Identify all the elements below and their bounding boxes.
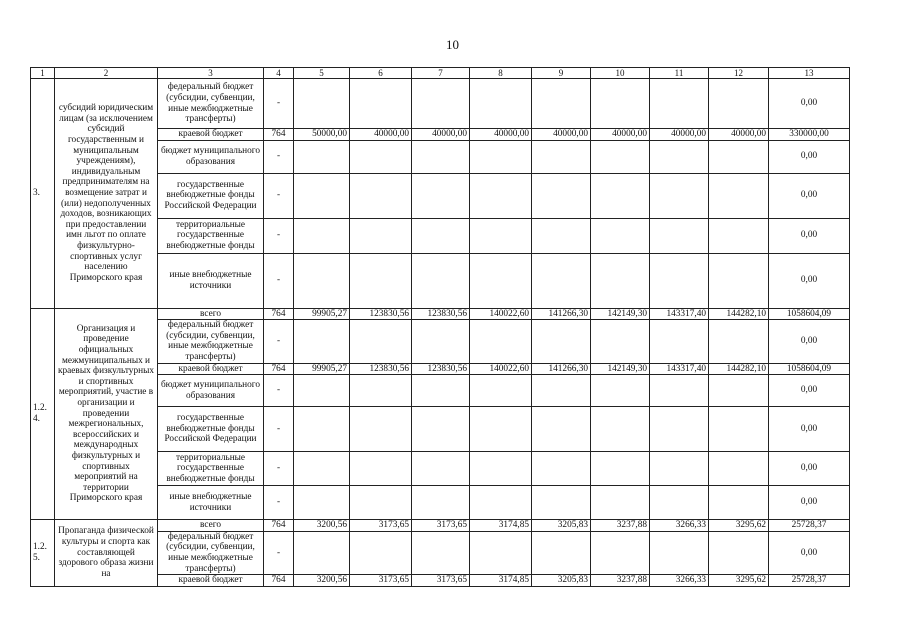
year-value xyxy=(350,486,412,520)
activity-description: Организация и проведение официальных межмуниципальных и краевых физкультурных и спортивных мероприятий, участие в организации и проведении межрегиональных, всероссийских и международных физкультурных и спортивных мероприятий на территории Приморского края xyxy=(55,308,158,520)
budget-code: 764 xyxy=(264,575,294,587)
year-value: 3266,33 xyxy=(650,520,709,532)
year-value xyxy=(470,486,532,520)
funding-source: федеральный бюджет (субсидии, субвенции, иные межбюджетные трансферты) xyxy=(158,320,264,363)
year-value xyxy=(532,253,591,308)
year-value xyxy=(591,253,650,308)
budget-code: - xyxy=(264,452,294,486)
year-value: 143317,40 xyxy=(650,363,709,375)
year-value xyxy=(650,531,709,574)
year-value xyxy=(532,375,591,407)
year-value: 40000,00 xyxy=(350,129,412,141)
funding-source: федеральный бюджет (субсидии, субвенции, иные межбюджетные трансферты) xyxy=(158,79,264,129)
year-value xyxy=(470,140,532,173)
year-value xyxy=(470,320,532,363)
year-value xyxy=(350,140,412,173)
activity-description: субсидий юридическим лицам (за исключением субсидий государственным и муниципальным учреждениям), индивидуальным предпринимателям на возмещение затрат и (или) недополученных доходов, возникающих при предоставлении имн льгот по оплате физкультурно-спортивных услуг населению Приморского края xyxy=(55,79,158,309)
year-value: 40000,00 xyxy=(709,129,769,141)
year-value xyxy=(591,375,650,407)
total-value: 0,00 xyxy=(769,218,850,253)
funding-source: всего xyxy=(158,308,264,320)
year-value: 3173,65 xyxy=(412,520,470,532)
year-value: 3205,83 xyxy=(532,520,591,532)
year-value: 143317,40 xyxy=(650,308,709,320)
year-value xyxy=(412,218,470,253)
year-value xyxy=(294,531,350,574)
year-value xyxy=(294,375,350,407)
header-cell: 5 xyxy=(294,68,350,79)
year-value: 123830,56 xyxy=(350,363,412,375)
row-number: 3. xyxy=(31,79,55,309)
year-value xyxy=(350,407,412,452)
year-value: 40000,00 xyxy=(470,129,532,141)
year-value xyxy=(532,320,591,363)
total-value: 0,00 xyxy=(769,407,850,452)
year-value xyxy=(709,218,769,253)
year-value xyxy=(650,407,709,452)
year-value xyxy=(470,452,532,486)
budget-code: - xyxy=(264,531,294,574)
year-value xyxy=(532,407,591,452)
page-number: 10 xyxy=(446,37,459,52)
year-value xyxy=(294,320,350,363)
row-number: 1.2. 5. xyxy=(31,520,55,587)
total-value: 0,00 xyxy=(769,79,850,129)
year-value xyxy=(532,140,591,173)
year-value xyxy=(591,407,650,452)
year-value xyxy=(709,140,769,173)
header-cell: 3 xyxy=(158,68,264,79)
year-value xyxy=(294,79,350,129)
budget-code: 764 xyxy=(264,129,294,141)
header-row xyxy=(31,68,850,79)
year-value: 3205,83 xyxy=(532,575,591,587)
year-value xyxy=(709,79,769,129)
header-cell: 2 xyxy=(55,68,158,79)
year-value xyxy=(412,375,470,407)
year-value: 3173,65 xyxy=(350,520,412,532)
total-value: 1058604,09 xyxy=(769,308,850,320)
year-value: 144282,10 xyxy=(709,308,769,320)
header-cell: 1 xyxy=(31,68,55,79)
table-row xyxy=(31,520,850,532)
year-value xyxy=(412,407,470,452)
funding-source: иные внебюджетные источники xyxy=(158,253,264,308)
funding-source: бюджет муниципального образования xyxy=(158,140,264,173)
header-cell: 7 xyxy=(412,68,470,79)
total-value: 25728,37 xyxy=(769,575,850,587)
budget-code: - xyxy=(264,218,294,253)
year-value xyxy=(470,375,532,407)
year-value xyxy=(412,140,470,173)
year-value xyxy=(650,452,709,486)
funding-source: краевой бюджет xyxy=(158,575,264,587)
funding-source: территориальные государственные внебюджетные фонды xyxy=(158,218,264,253)
year-value xyxy=(591,486,650,520)
year-value xyxy=(709,407,769,452)
year-value xyxy=(470,173,532,218)
year-value: 3174,85 xyxy=(470,575,532,587)
table-row xyxy=(31,79,850,129)
year-value xyxy=(709,253,769,308)
year-value xyxy=(412,452,470,486)
year-value xyxy=(294,173,350,218)
year-value xyxy=(709,375,769,407)
year-value xyxy=(470,531,532,574)
year-value xyxy=(591,79,650,129)
year-value: 3200,56 xyxy=(294,520,350,532)
header-cell: 6 xyxy=(350,68,412,79)
year-value: 3173,65 xyxy=(412,575,470,587)
budget-code: - xyxy=(264,375,294,407)
year-value xyxy=(591,320,650,363)
year-value: 50000,00 xyxy=(294,129,350,141)
year-value xyxy=(412,486,470,520)
row-number: 1.2. 4. xyxy=(31,308,55,520)
year-value: 3200,56 xyxy=(294,575,350,587)
year-value: 99905,27 xyxy=(294,363,350,375)
year-value: 3237,88 xyxy=(591,575,650,587)
year-value: 40000,00 xyxy=(532,129,591,141)
year-value xyxy=(591,531,650,574)
year-value xyxy=(532,452,591,486)
funding-source: краевой бюджет xyxy=(158,363,264,375)
header-cell: 8 xyxy=(470,68,532,79)
year-value: 140022,60 xyxy=(470,308,532,320)
year-value xyxy=(294,407,350,452)
budget-code: - xyxy=(264,253,294,308)
total-value: 0,00 xyxy=(769,320,850,363)
funding-source: территориальные государственные внебюджетные фонды xyxy=(158,452,264,486)
year-value xyxy=(412,320,470,363)
year-value xyxy=(709,452,769,486)
year-value xyxy=(650,140,709,173)
year-value xyxy=(350,218,412,253)
total-value: 0,00 xyxy=(769,375,850,407)
year-value: 141266,30 xyxy=(532,308,591,320)
year-value xyxy=(532,173,591,218)
year-value: 141266,30 xyxy=(532,363,591,375)
year-value xyxy=(350,452,412,486)
header-cell: 10 xyxy=(591,68,650,79)
year-value xyxy=(350,173,412,218)
year-value: 3173,65 xyxy=(350,575,412,587)
year-value: 123830,56 xyxy=(350,308,412,320)
total-value: 0,00 xyxy=(769,486,850,520)
year-value xyxy=(470,253,532,308)
year-value xyxy=(591,173,650,218)
year-value: 3174,85 xyxy=(470,520,532,532)
year-value: 40000,00 xyxy=(412,129,470,141)
year-value xyxy=(591,218,650,253)
year-value: 3266,33 xyxy=(650,575,709,587)
budget-code: - xyxy=(264,140,294,173)
year-value xyxy=(709,173,769,218)
funding-source: бюджет муниципального образования xyxy=(158,375,264,407)
year-value xyxy=(650,253,709,308)
year-value xyxy=(532,531,591,574)
total-value: 330000,00 xyxy=(769,129,850,141)
year-value xyxy=(532,79,591,129)
budget-code: - xyxy=(264,486,294,520)
year-value xyxy=(709,531,769,574)
year-value xyxy=(470,79,532,129)
year-value xyxy=(350,320,412,363)
year-value xyxy=(650,79,709,129)
budget-code: - xyxy=(264,320,294,363)
year-value xyxy=(412,531,470,574)
total-value: 0,00 xyxy=(769,140,850,173)
header-cell: 13 xyxy=(769,68,850,79)
budget-table xyxy=(30,67,850,587)
year-value xyxy=(412,253,470,308)
year-value: 3237,88 xyxy=(591,520,650,532)
funding-source: краевой бюджет xyxy=(158,129,264,141)
header-cell: 11 xyxy=(650,68,709,79)
year-value xyxy=(532,486,591,520)
year-value xyxy=(350,531,412,574)
header-cell: 9 xyxy=(532,68,591,79)
year-value xyxy=(350,253,412,308)
year-value xyxy=(591,452,650,486)
total-value: 25728,37 xyxy=(769,520,850,532)
year-value xyxy=(650,486,709,520)
year-value xyxy=(470,218,532,253)
year-value: 3295,62 xyxy=(709,520,769,532)
activity-description: Пропаганда физической культуры и спорта как составляющей здорового образа жизни на xyxy=(55,520,158,587)
header-cell: 12 xyxy=(709,68,769,79)
total-value: 0,00 xyxy=(769,253,850,308)
year-value: 142149,30 xyxy=(591,363,650,375)
year-value xyxy=(294,140,350,173)
year-value xyxy=(650,320,709,363)
year-value xyxy=(709,486,769,520)
year-value: 142149,30 xyxy=(591,308,650,320)
year-value: 144282,10 xyxy=(709,363,769,375)
year-value: 3295,62 xyxy=(709,575,769,587)
year-value xyxy=(294,218,350,253)
total-value: 0,00 xyxy=(769,452,850,486)
year-value xyxy=(650,173,709,218)
budget-code: - xyxy=(264,79,294,129)
year-value xyxy=(650,375,709,407)
year-value: 40000,00 xyxy=(650,129,709,141)
budget-code: - xyxy=(264,173,294,218)
year-value xyxy=(412,173,470,218)
funding-source: государственные внебюджетные фонды Российской Федерации xyxy=(158,173,264,218)
year-value: 140022,60 xyxy=(470,363,532,375)
budget-code: - xyxy=(264,407,294,452)
total-value: 1058604,09 xyxy=(769,363,850,375)
budget-code: 764 xyxy=(264,308,294,320)
year-value xyxy=(650,218,709,253)
year-value xyxy=(709,320,769,363)
year-value: 40000,00 xyxy=(591,129,650,141)
funding-source: всего xyxy=(158,520,264,532)
year-value xyxy=(591,140,650,173)
year-value xyxy=(350,79,412,129)
year-value xyxy=(412,79,470,129)
year-value xyxy=(532,218,591,253)
funding-source: государственные внебюджетные фонды Российской Федерации xyxy=(158,407,264,452)
total-value: 0,00 xyxy=(769,531,850,574)
year-value xyxy=(294,486,350,520)
year-value: 99905,27 xyxy=(294,308,350,320)
budget-code: 764 xyxy=(264,520,294,532)
header-cell: 4 xyxy=(264,68,294,79)
total-value: 0,00 xyxy=(769,173,850,218)
table-row xyxy=(31,308,850,320)
year-value xyxy=(470,407,532,452)
funding-source: федеральный бюджет (субсидии, субвенции, иные межбюджетные трансферты) xyxy=(158,531,264,574)
year-value xyxy=(294,253,350,308)
year-value xyxy=(294,452,350,486)
year-value: 123830,56 xyxy=(412,308,470,320)
funding-source: иные внебюджетные источники xyxy=(158,486,264,520)
year-value xyxy=(350,375,412,407)
budget-code: 764 xyxy=(264,363,294,375)
year-value: 123830,56 xyxy=(412,363,470,375)
